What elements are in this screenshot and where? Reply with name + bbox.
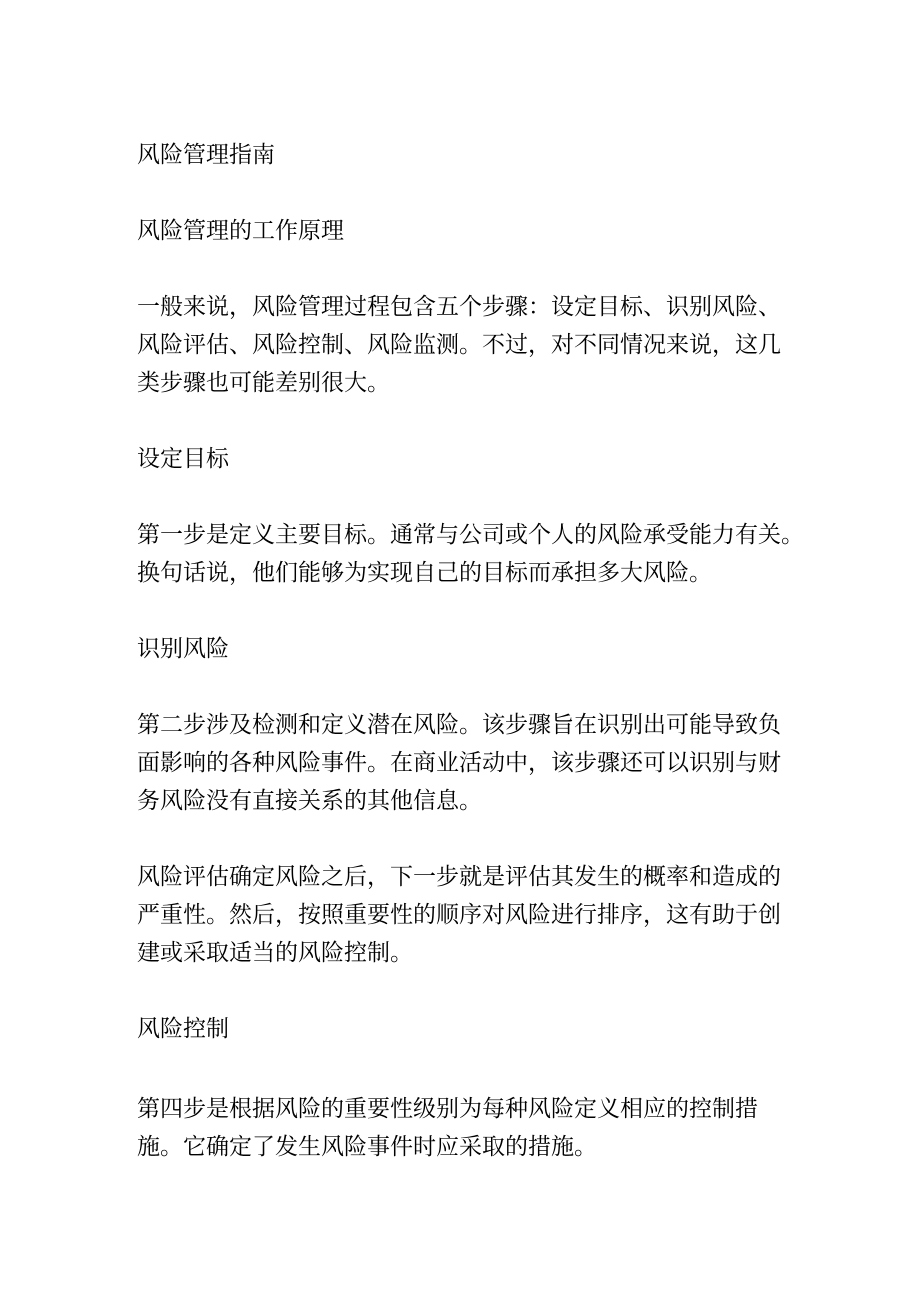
section-heading-block [137, 440, 817, 478]
section-heading-block [137, 630, 817, 668]
section-heading-identify-risks: 识别风险 [137, 636, 229, 662]
section-heading-risk-control: 风险控制 [137, 1016, 229, 1042]
paragraph-line: 风险评估、风险控制、风险监测。不过，对不同情况来说，这几 [137, 332, 781, 358]
document-subtitle: 风险管理的工作原理 [137, 218, 344, 244]
paragraph-line: 第一步是定义主要目标。通常与公司或个人的风险承受能力有关。 [137, 522, 804, 548]
paragraph-line: 一般来说，风险管理过程包含五个步骤：设定目标、识别风险、 [137, 294, 781, 320]
paragraph-line: 第二步涉及检测和定义潜在风险。该步骤旨在识别出可能导致负 [137, 712, 781, 738]
document-page [137, 136, 817, 1204]
paragraph-line: 风险评估确定风险之后，下一步就是评估其发生的概率和造成的 [137, 864, 781, 890]
document-title: 风险管理指南 [137, 142, 275, 168]
paragraph-line: 第四步是根据风险的重要性级别为每种风险定义相应的控制措 [137, 1096, 758, 1122]
set-goals-paragraph [137, 516, 817, 592]
paragraph-line: 面影响的各种风险事件。在商业活动中，该步骤还可以识别与财 [137, 750, 781, 776]
paragraph-line: 施。它确定了发生风险事件时应采取的措施。 [137, 1134, 597, 1160]
paragraph-line: 类步骤也可能差别很大。 [137, 370, 390, 396]
paragraph-line: 务风险没有直接关系的其他信息。 [137, 788, 482, 814]
intro-paragraph [137, 288, 817, 402]
identify-risks-paragraph [137, 706, 817, 820]
section-heading-block [137, 1010, 817, 1048]
document-title-block [137, 136, 817, 174]
paragraph-line: 严重性。然后，按照重要性的顺序对风险进行排序，这有助于创 [137, 902, 781, 928]
paragraph-line: 建或采取适当的风险控制。 [137, 940, 413, 966]
document-subtitle-block [137, 212, 817, 250]
section-heading-set-goals: 设定目标 [137, 446, 229, 472]
risk-control-paragraph [137, 1090, 817, 1166]
risk-assessment-paragraph [137, 858, 817, 972]
paragraph-line: 换句话说，他们能够为实现自己的目标而承担多大风险。 [137, 560, 712, 586]
